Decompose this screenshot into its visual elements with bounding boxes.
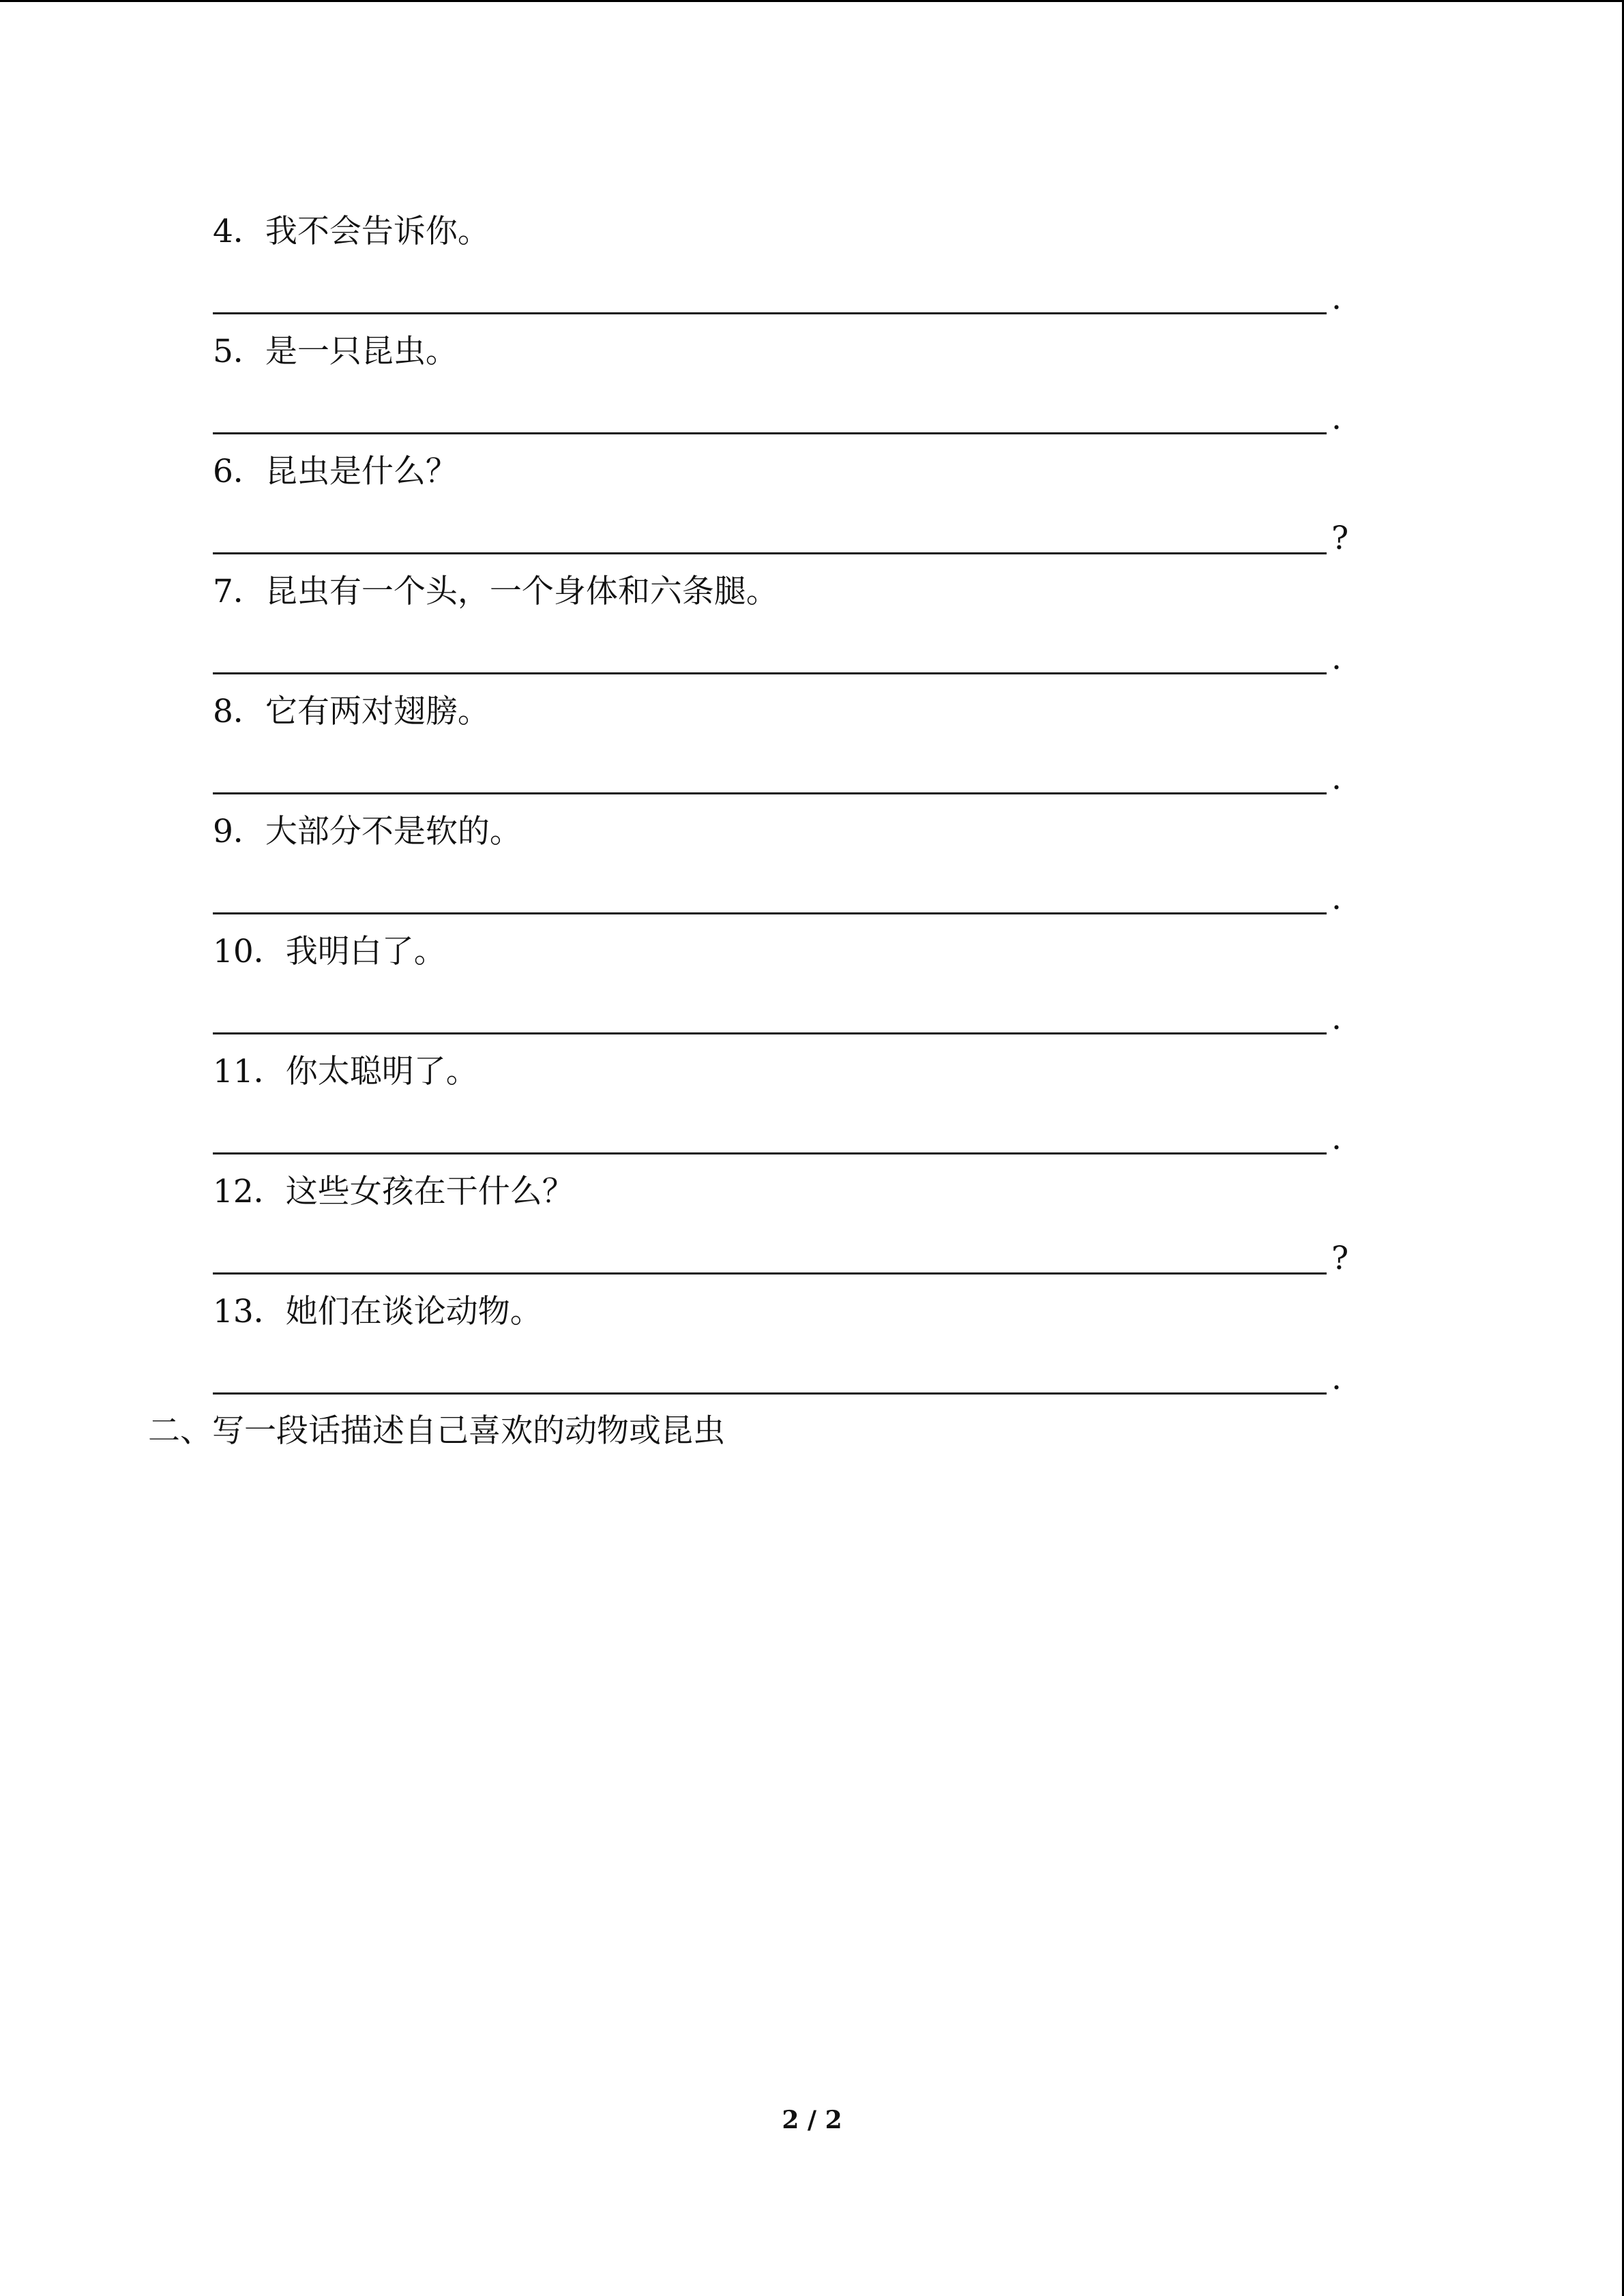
section-two-heading: 二、写一段话描述自己喜欢的动物或昆虫 bbox=[148, 1412, 725, 1450]
answer-end-mark: . bbox=[1331, 1120, 1342, 1157]
exercise-item bbox=[213, 448, 1352, 568]
exercise-item bbox=[213, 1288, 1352, 1408]
answer-line[interactable] bbox=[213, 312, 1327, 314]
exercise-item bbox=[213, 568, 1352, 688]
answer-line[interactable] bbox=[213, 792, 1327, 794]
answer-line[interactable] bbox=[213, 1272, 1327, 1274]
exercise-item bbox=[213, 808, 1352, 928]
exercise-prompt: 13．她们在谈论动物。 bbox=[213, 1293, 542, 1330]
exercise-item bbox=[213, 1048, 1352, 1168]
answer-end-mark: ? bbox=[1331, 520, 1349, 557]
exercise-prompt: 5．是一只昆虫。 bbox=[213, 333, 458, 370]
answer-line[interactable] bbox=[213, 432, 1327, 434]
answer-line[interactable] bbox=[213, 1032, 1327, 1034]
answer-end-mark: . bbox=[1331, 880, 1342, 917]
translation-exercise-list bbox=[213, 208, 1352, 1408]
answer-end-mark: . bbox=[1331, 760, 1342, 797]
answer-line[interactable] bbox=[213, 672, 1327, 674]
answer-end-mark: . bbox=[1331, 640, 1342, 677]
answer-end-mark: ? bbox=[1331, 1240, 1349, 1277]
exercise-prompt: 11．你太聪明了。 bbox=[213, 1053, 478, 1090]
exercise-prompt: 7．昆虫有一个头，一个身体和六条腿。 bbox=[213, 573, 778, 610]
exercise-prompt: 4．我不会告诉你。 bbox=[213, 213, 490, 250]
answer-end-mark: . bbox=[1331, 280, 1342, 317]
answer-end-mark: . bbox=[1331, 1360, 1342, 1397]
answer-end-mark: . bbox=[1331, 400, 1342, 437]
page-number: 2 / 2 bbox=[782, 2106, 842, 2134]
exercise-item bbox=[213, 688, 1352, 808]
exercise-item bbox=[213, 328, 1352, 448]
answer-end-mark: . bbox=[1331, 1000, 1342, 1037]
exercise-prompt: 6．昆虫是什么？ bbox=[213, 453, 458, 490]
exercise-prompt: 8．它有两对翅膀。 bbox=[213, 693, 490, 730]
exercise-prompt: 9．大部分不是软的。 bbox=[213, 813, 522, 850]
answer-line[interactable] bbox=[213, 552, 1327, 554]
exercise-item bbox=[213, 1168, 1352, 1288]
answer-line[interactable] bbox=[213, 912, 1327, 914]
exercise-prompt: 12．这些女孩在干什么？ bbox=[213, 1173, 574, 1210]
answer-line[interactable] bbox=[213, 1152, 1327, 1154]
exercise-item bbox=[213, 928, 1352, 1048]
top-border bbox=[0, 0, 1624, 2]
exercise-item bbox=[213, 208, 1352, 328]
answer-line[interactable] bbox=[213, 1392, 1327, 1395]
exercise-prompt: 10．我明白了。 bbox=[213, 933, 446, 970]
